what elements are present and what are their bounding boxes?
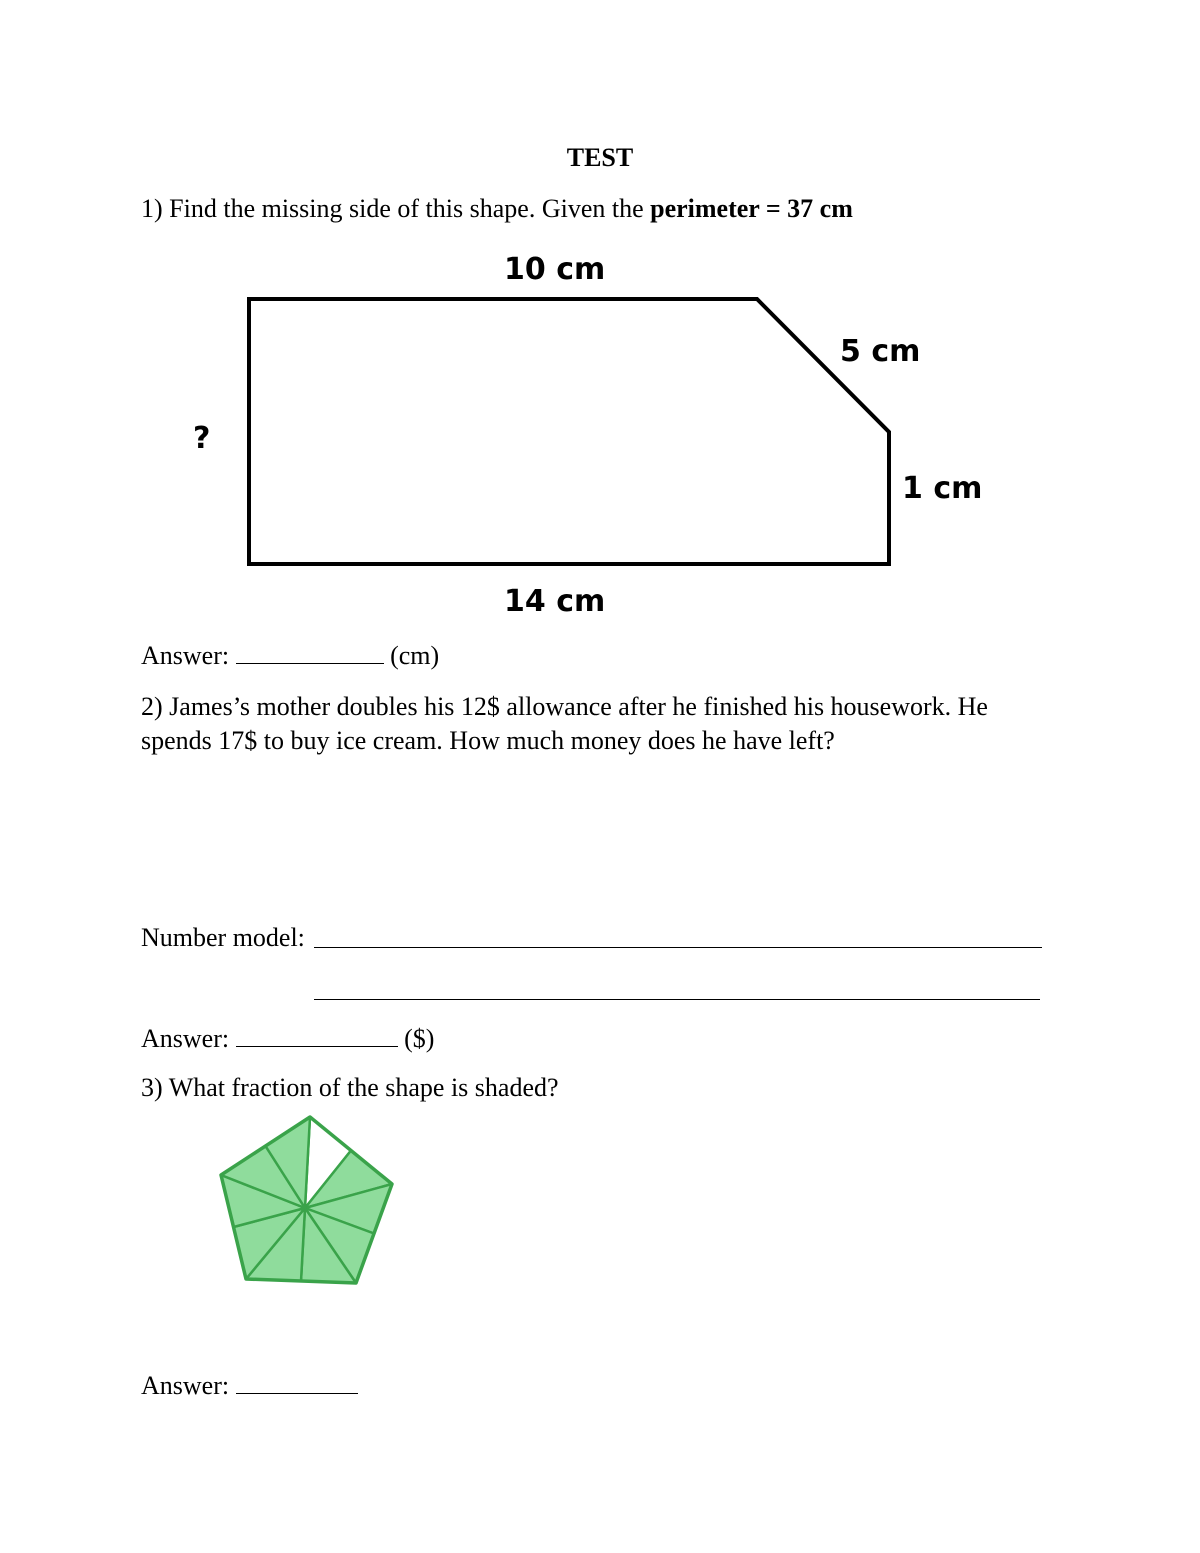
q3-answer-blank[interactable] <box>236 1371 358 1394</box>
q1-answer-blank[interactable] <box>236 641 384 664</box>
q2-answer-blank[interactable] <box>236 1024 398 1047</box>
number-model-line-1[interactable] <box>314 947 1042 948</box>
q3-pentagon <box>221 1117 392 1283</box>
question-1-prefix: 1) Find the missing side of this shape. Given the <box>141 194 651 223</box>
q1-answer-label: Answer: <box>141 641 230 670</box>
q2-answer-unit: ($) <box>404 1024 435 1053</box>
question-2-line-1: 2) James’s mother doubles his 12$ allowance after he finished his housework. He <box>141 692 988 721</box>
label-missing-side: ? <box>193 421 211 456</box>
q1-answer-unit: (cm) <box>390 641 440 670</box>
q1-answer-row <box>141 641 439 671</box>
page-title: TEST <box>566 143 634 172</box>
q3-answer-row <box>141 1371 358 1401</box>
label-diagonal-side: 5 cm <box>840 334 921 369</box>
q2-answer-row <box>141 1024 434 1054</box>
label-bottom-side: 14 cm <box>504 584 606 619</box>
q1-shape <box>249 299 889 564</box>
q2-answer-label: Answer: <box>141 1024 230 1053</box>
question-1-perimeter: perimeter = 37 cm <box>650 194 853 223</box>
question-2-line-2: spends 17$ to buy ice cream. How much money does he have left? <box>141 726 835 755</box>
q3-answer-label: Answer: <box>141 1371 230 1400</box>
number-model-line-2[interactable] <box>314 999 1040 1000</box>
label-right-side: 1 cm <box>902 471 983 506</box>
number-model-label: Number model: <box>141 923 305 952</box>
question-3-text: 3) What fraction of the shape is shaded? <box>141 1073 559 1102</box>
label-top-side: 10 cm <box>504 252 606 287</box>
